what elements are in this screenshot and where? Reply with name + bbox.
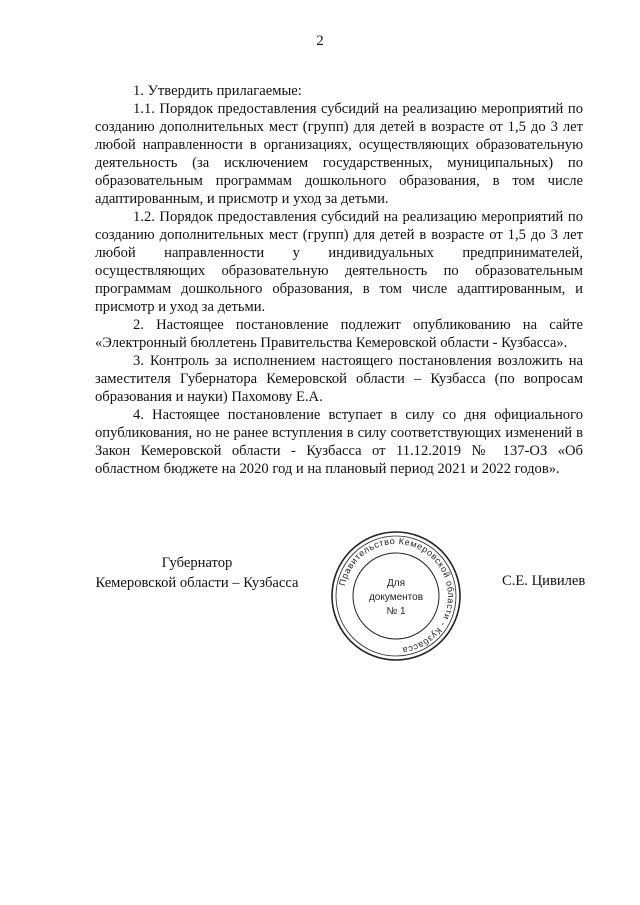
- paragraph-4: 4. Настоящее постановление вступает в силу со дня официального опубликования, но не ранее вступления в силу соответствующих изменений в Закон Кемеровской области - Кузбасса от 11.12.2019 № 137-ОЗ «Об областном бюджете на 2020 год и на плановый период 2021 и 2022 годов».: [95, 407, 583, 477]
- signatory-title-line1: Губернатор: [161, 555, 233, 571]
- stamp-ring-text: Правительство Кемеровской области - Кузбасса: [337, 535, 457, 656]
- paragraph-2: 2. Настоящее постановление подлежит опубликованию на сайте «Электронный бюллетень Правительства Кемеровской области - Кузбасса».: [95, 317, 583, 351]
- document-body: [95, 82, 583, 478]
- paragraph-1-2: 1.2. Порядок предоставления субсидий на реализацию мероприятий по созданию дополнительных мест (групп) для детей в возрасте от 1,5 до 3 лет любой направленности у индивидуальных предпринимателей, осуществляющих образовательную деятельность по образовательным программам дошкольного образования, в том числе адаптированным, и присмотр и уход за детьми.: [95, 209, 583, 315]
- stamp-center-line1: Для: [386, 578, 406, 589]
- signature-block: [0, 535, 640, 658]
- signatory-name: С.Е. Цивилев: [502, 573, 586, 589]
- stamp-center-line3: № 1: [386, 606, 406, 617]
- paragraph-1-1: 1.1. Порядок предоставления субсидий на реализацию мероприятий по созданию дополнительных мест (групп) для детей в возрасте от 1,5 до 3 лет любой направленности в организациях, осуществляющих образовательную деятельность (за исключением государственных, муниципальных) по образовательным программам дошкольного образования, в том числе адаптированным, и присмотр и уход за детьми.: [95, 101, 583, 207]
- official-stamp: [326, 526, 466, 666]
- page-number: 2: [316, 33, 324, 49]
- paragraph-3: 3. Контроль за исполнением настоящего постановления возложить на заместителя Губернатора Кемеровской области – Кузбасса (по вопросам образования и науки) Пахомову Е.А.: [95, 353, 583, 405]
- stamp-center-line2: документов: [368, 592, 424, 603]
- signatory-title-line2: Кемеровской области – Кузбасса: [95, 575, 299, 591]
- signatory-title: [92, 553, 302, 593]
- paragraph-approve: 1. Утвердить прилагаемые:: [133, 83, 302, 99]
